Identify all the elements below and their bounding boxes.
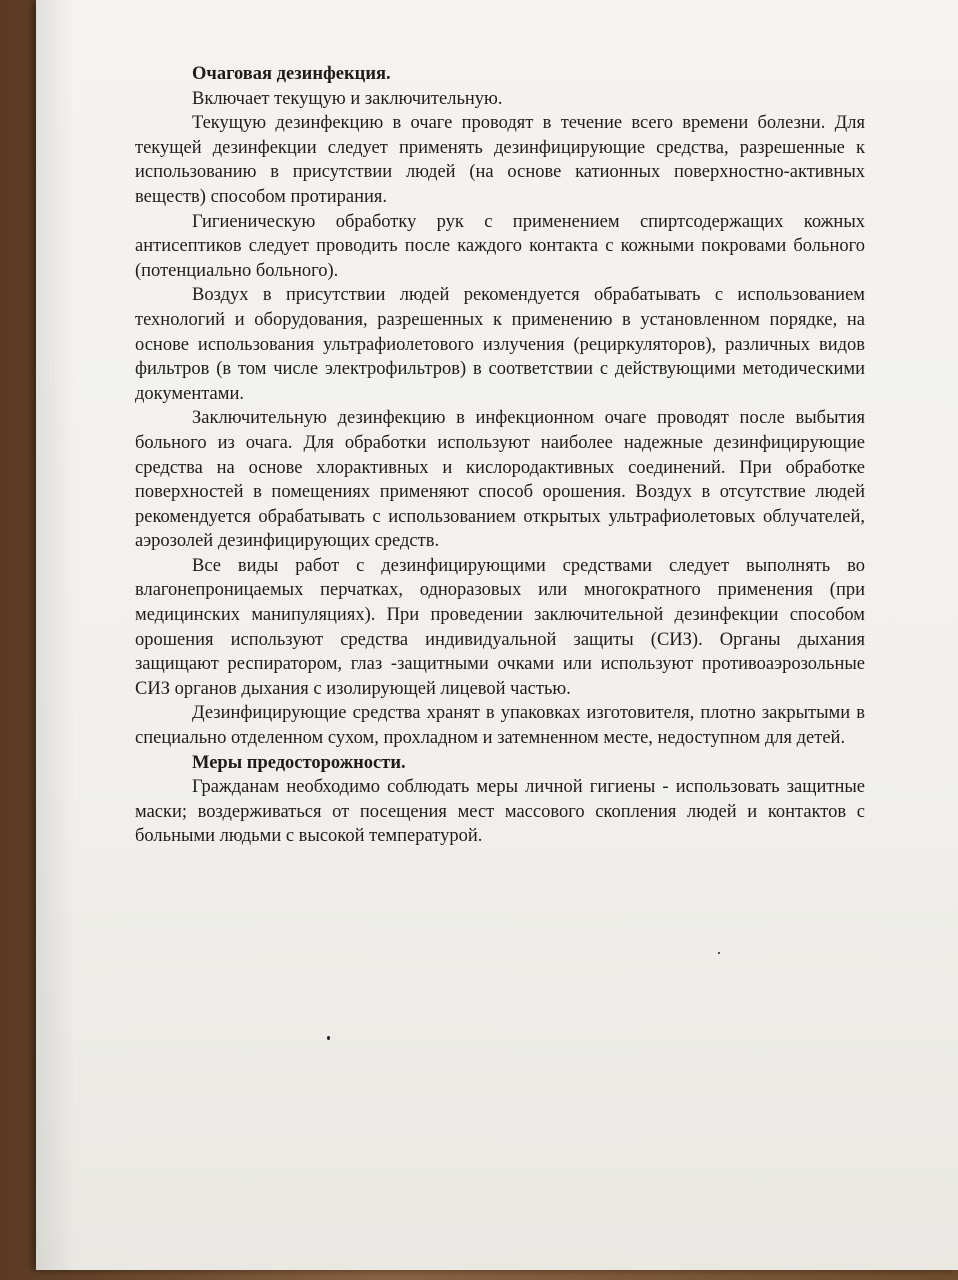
sheet-edge-shadow <box>36 0 76 1270</box>
paragraph: Текущую дезинфекцию в очаге проводят в течение всего времени болезни. Для текущей дезинфекции следует применять дезинфицирующие средства, разрешенные к использованию в присутствии людей (на основе катионных поверхностно-активных веществ) способом протирания. <box>135 113 865 207</box>
paragraph: Гигиеническую обработку рук с применением спиртсодержащих кожных антисептиков следует проводить после каждого контакта с кожными покровами больного (потенциально больного). <box>135 211 865 281</box>
paragraph: Гражданам необходимо соблюдать меры личной гигиены - использовать защитные маски; воздерживаться от посещения мест массового скопления людей и контактов с больными людьми с высокой температурой. <box>135 777 865 847</box>
paragraph: Дезинфицирующие средства хранят в упаковках изготовителя, плотно закрытыми в специально отделенном сухом, прохладном и затемненном месте, недоступном для детей. <box>135 703 865 749</box>
paragraph: Заключительную дезинфекцию в инфекционном очаге проводят после выбытия больного из очага. Для обработки используют наиболее надежные дезинфицирующие средства на основе хлорактивных и кислородактивных соединений. При обработке поверхностей в помещениях применяют способ орошения. Воздух в отсутствие людей рекомендуется обрабатывать с использованием открытых ультрафиолетовых облучателей, аэрозолей дезинфицирующих средств. <box>135 408 865 552</box>
paragraph: Воздух в присутствии людей рекомендуется обрабатывать с использованием технологий и оборудования, разрешенных к применению в установленном порядке, на основе использования ультрафиолетового излучения (рециркуляторов), различных видов фильтров (в том числе электрофильтров) в соответствии с действующими методическими документами. <box>135 285 865 404</box>
document-body <box>135 62 865 849</box>
section-heading-disinfection: Очаговая дезинфекция. <box>192 64 391 84</box>
paragraph: Все виды работ с дезинфицирующими средствами следует выполнять во влагонепроницаемых перчатках, одноразовых или многократного применения (при медицинских манипуляциях). При проведении заключительной дезинфекции способом орошения используют средства индивидуальной защиты (СИЗ). Органы дыхания защищают респиратором, глаз -защитными очками или используют противоаэрозольные СИЗ органов дыхания с изолирующей лицевой частью. <box>135 555 865 699</box>
paper-speck <box>327 1036 330 1040</box>
paper-speck <box>718 952 720 954</box>
section-heading-precautions: Меры предосторожности. <box>192 752 406 773</box>
paragraph: Включает текущую и заключительную. <box>192 88 503 109</box>
